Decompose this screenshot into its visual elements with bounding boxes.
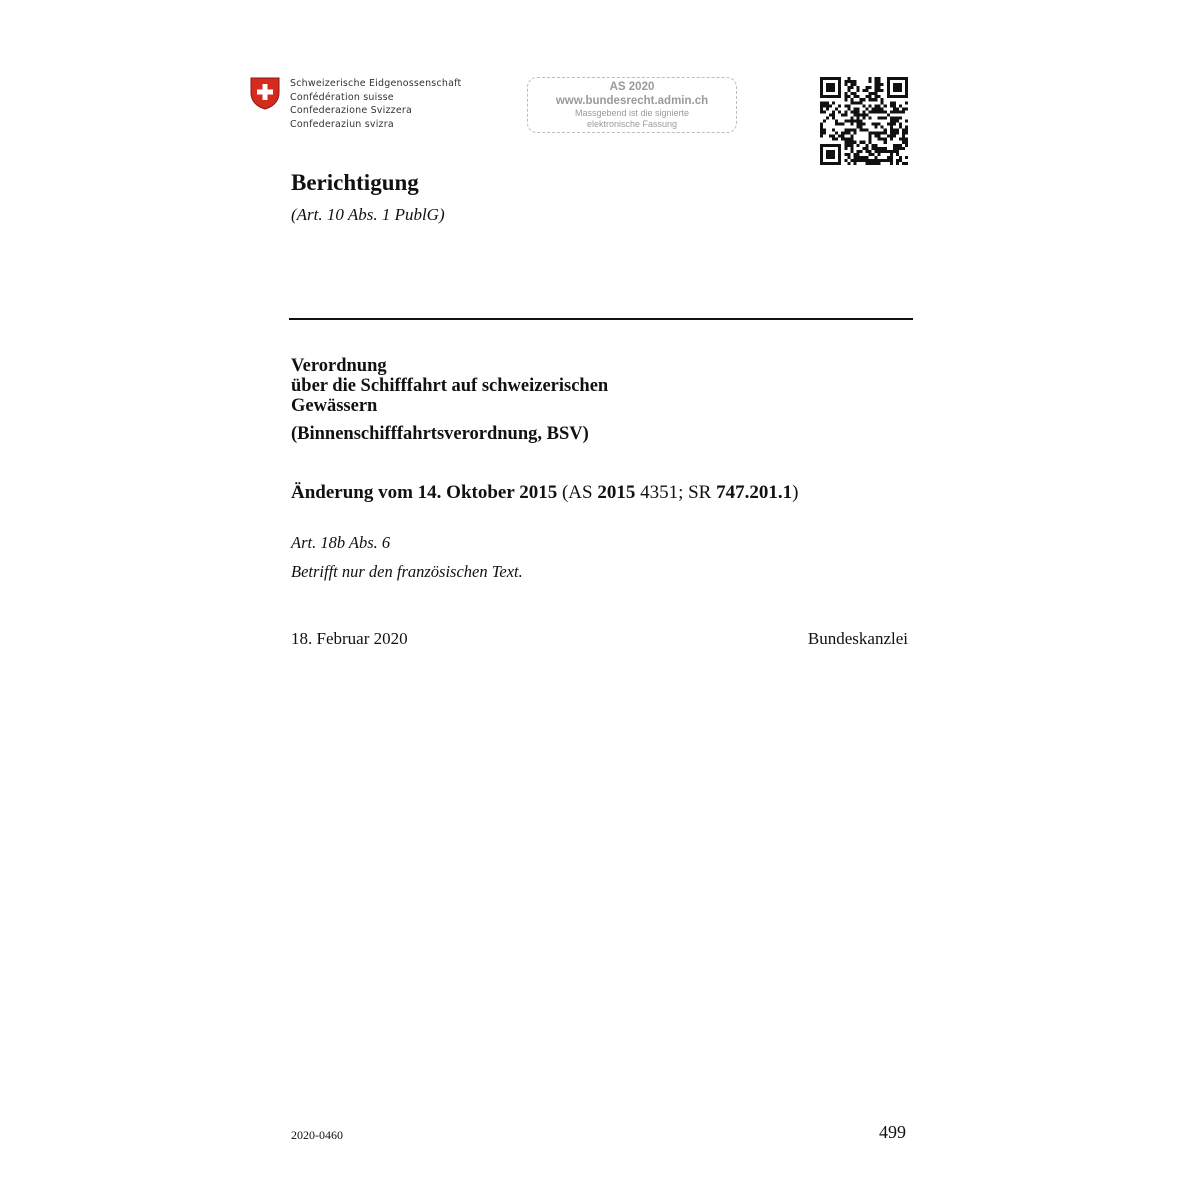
act-title-line: Gewässern — [291, 396, 378, 416]
legal-basis: (Art. 10 Abs. 1 PublG) — [291, 205, 445, 224]
confederation-name-rm: Confederaziun svizra — [290, 118, 394, 130]
stamp-url: www.bundesrecht.admin.ch — [555, 95, 709, 107]
stamp-note-1: Massgebend ist die signierte — [574, 108, 690, 118]
qr-code-icon — [820, 77, 908, 165]
stamp-note-2: elektronische Fassung — [586, 119, 678, 129]
as-prefix: (AS — [557, 482, 598, 503]
amendment-heading — [291, 482, 798, 504]
act-title-line: Verordnung — [291, 356, 387, 376]
confederation-names — [290, 77, 461, 131]
act-title — [291, 356, 608, 416]
confederation-name-it: Confederazione Svizzera — [290, 105, 413, 117]
correction-note: Betrifft nur den französischen Text. — [291, 562, 523, 581]
document-number: 2020-0460 — [291, 1128, 343, 1142]
confederation-name-de: Schweizerische Eidgenossenschaft — [290, 78, 462, 89]
article-reference: Art. 18b Abs. 6 — [291, 533, 391, 552]
as-year: 2015 — [597, 482, 636, 503]
swiss-crest-icon — [250, 77, 280, 110]
act-title-line: über die Schifffahrt auf schweizerischen — [291, 376, 609, 396]
stamp-collection: AS 2020 — [609, 81, 655, 93]
divider — [289, 318, 913, 320]
confederation-name-fr: Confédération suisse — [290, 91, 394, 103]
issuing-authority: Bundeskanzlei — [807, 629, 908, 648]
page-number: 499 — [879, 1122, 906, 1142]
amendment-label: Änderung vom 14. Oktober 2015 — [291, 482, 558, 503]
as-stamp — [527, 77, 737, 133]
act-abbreviation: (Binnenschifffahrtsverordnung, BSV) — [291, 424, 589, 444]
sr-number: 747.201.1 — [716, 482, 793, 503]
issue-date: 18. Februar 2020 — [291, 629, 408, 648]
amendment-close: ) — [792, 482, 799, 503]
as-page: 4351; SR — [635, 482, 717, 503]
page-title: Berichtigung — [291, 170, 419, 195]
